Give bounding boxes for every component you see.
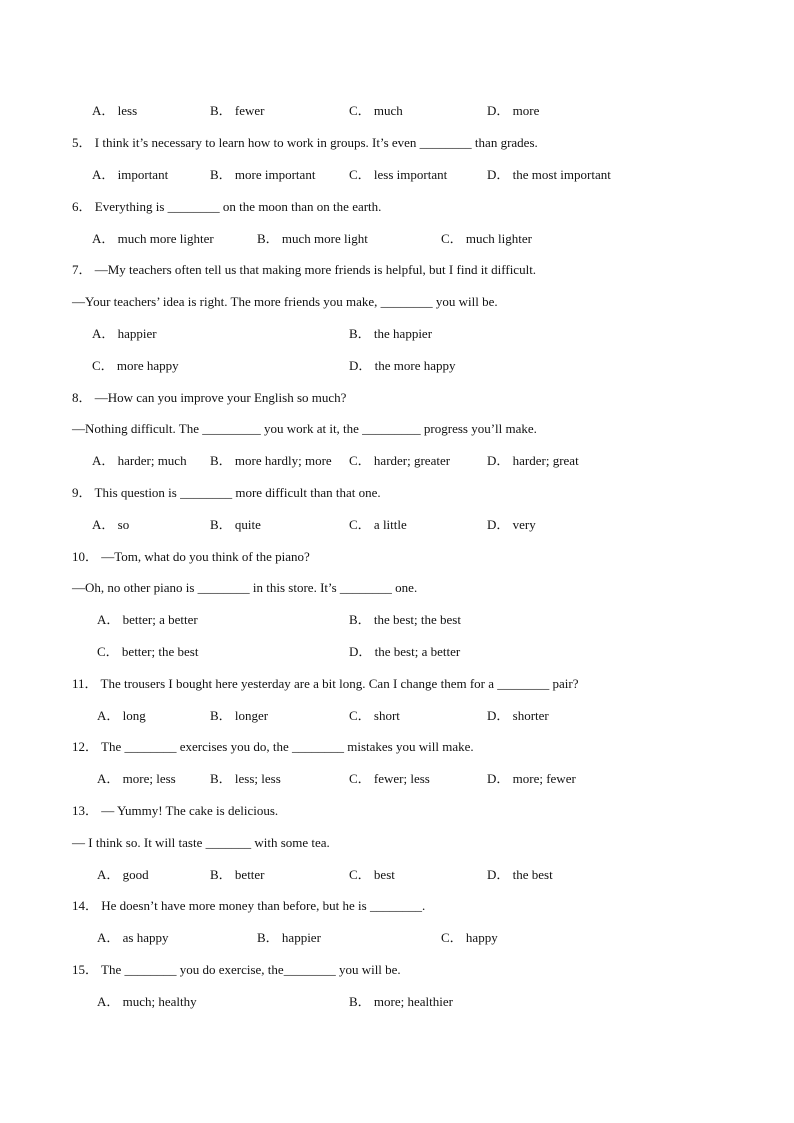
answer-option: C． more happy [92, 358, 179, 373]
answer-option: D． more [487, 103, 540, 118]
question-stem: 10． —Tom, what do you think of the piano? [72, 549, 310, 564]
answer-option: C． short [349, 708, 400, 723]
answer-option: B． more hardly; more [210, 453, 332, 468]
answer-option: B． much more light [257, 231, 368, 246]
answer-option: A． much more lighter [92, 231, 214, 246]
answer-option: C． harder; greater [349, 453, 451, 468]
answer-option: B． happier [257, 930, 321, 945]
answer-option: B． longer [210, 708, 269, 723]
answer-option: C． happy [441, 930, 498, 945]
question-stem: 15． The ________ you do exercise, the________ you will be. [72, 962, 401, 977]
answer-option: B． the best; the best [349, 612, 461, 627]
answer-option: C． best [349, 867, 395, 882]
answer-option: D． shorter [487, 708, 549, 723]
answer-option: B． better [210, 867, 265, 882]
answer-option: B． more important [210, 167, 316, 182]
answer-option: A． as happy [97, 930, 169, 945]
question-stem: 14． He doesn’t have more money than before, but he is ________. [72, 898, 426, 913]
answer-option: A． so [92, 517, 130, 532]
question-stem: —Nothing difficult. The _________ you work at it, the _________ progress you’ll make. [72, 421, 537, 436]
answer-option: A． much; healthy [97, 994, 197, 1009]
answer-option: C． much [349, 103, 403, 118]
question-stem: —Your teachers’ idea is right. The more friends you make, ________ you will be. [72, 294, 498, 309]
answer-option: A． long [97, 708, 146, 723]
answer-option: A． more; less [97, 771, 176, 786]
answer-option: C． fewer; less [349, 771, 430, 786]
answer-option: A． happier [92, 326, 157, 341]
answer-option: A． important [92, 167, 169, 182]
answer-option: D． very [487, 517, 536, 532]
answer-option: D． the best [487, 867, 553, 882]
answer-option: D． more; fewer [487, 771, 576, 786]
question-stem: 8． —How can you improve your English so much? [72, 390, 347, 405]
answer-option: D． the most important [487, 167, 611, 182]
question-stem: 7． —My teachers often tell us that making more friends is helpful, but I find it difficult. [72, 262, 537, 277]
answer-option: C． much lighter [441, 231, 532, 246]
answer-option: A． harder; much [92, 453, 187, 468]
question-stem: 9． This question is ________ more difficult than that one. [72, 485, 381, 500]
answer-option: B． more; healthier [349, 994, 453, 1009]
answer-option: B． less; less [210, 771, 281, 786]
answer-option: A． better; a better [97, 612, 198, 627]
answer-option: C． better; the best [97, 644, 199, 659]
question-stem: 11． The trousers I bought here yesterday are a bit long. Can I change them for a ________ pair? [72, 676, 579, 691]
answer-option: A． good [97, 867, 149, 882]
question-stem: 6． Everything is ________ on the moon than on the earth. [72, 199, 382, 214]
answer-option: B． quite [210, 517, 261, 532]
answer-option: D． the more happy [349, 358, 456, 373]
question-stem: — I think so. It will taste _______ with some tea. [72, 835, 330, 850]
answer-option: C． less important [349, 167, 448, 182]
question-stem: 5． I think it’s necessary to learn how to work in groups. It’s even ________ than grades. [72, 135, 538, 150]
question-stem: —Oh, no other piano is ________ in this store. It’s ________ one. [72, 580, 418, 595]
answer-option: A． less [92, 103, 138, 118]
answer-option: C． a little [349, 517, 407, 532]
question-stem: 13． — Yummy! The cake is delicious. [72, 803, 279, 818]
answer-option: D． the best; a better [349, 644, 461, 659]
question-stem: 12． The ________ exercises you do, the ________ mistakes you will make. [72, 739, 474, 754]
answer-option: D． harder; great [487, 453, 579, 468]
answer-option: B． the happier [349, 326, 433, 341]
answer-option: B． fewer [210, 103, 265, 118]
